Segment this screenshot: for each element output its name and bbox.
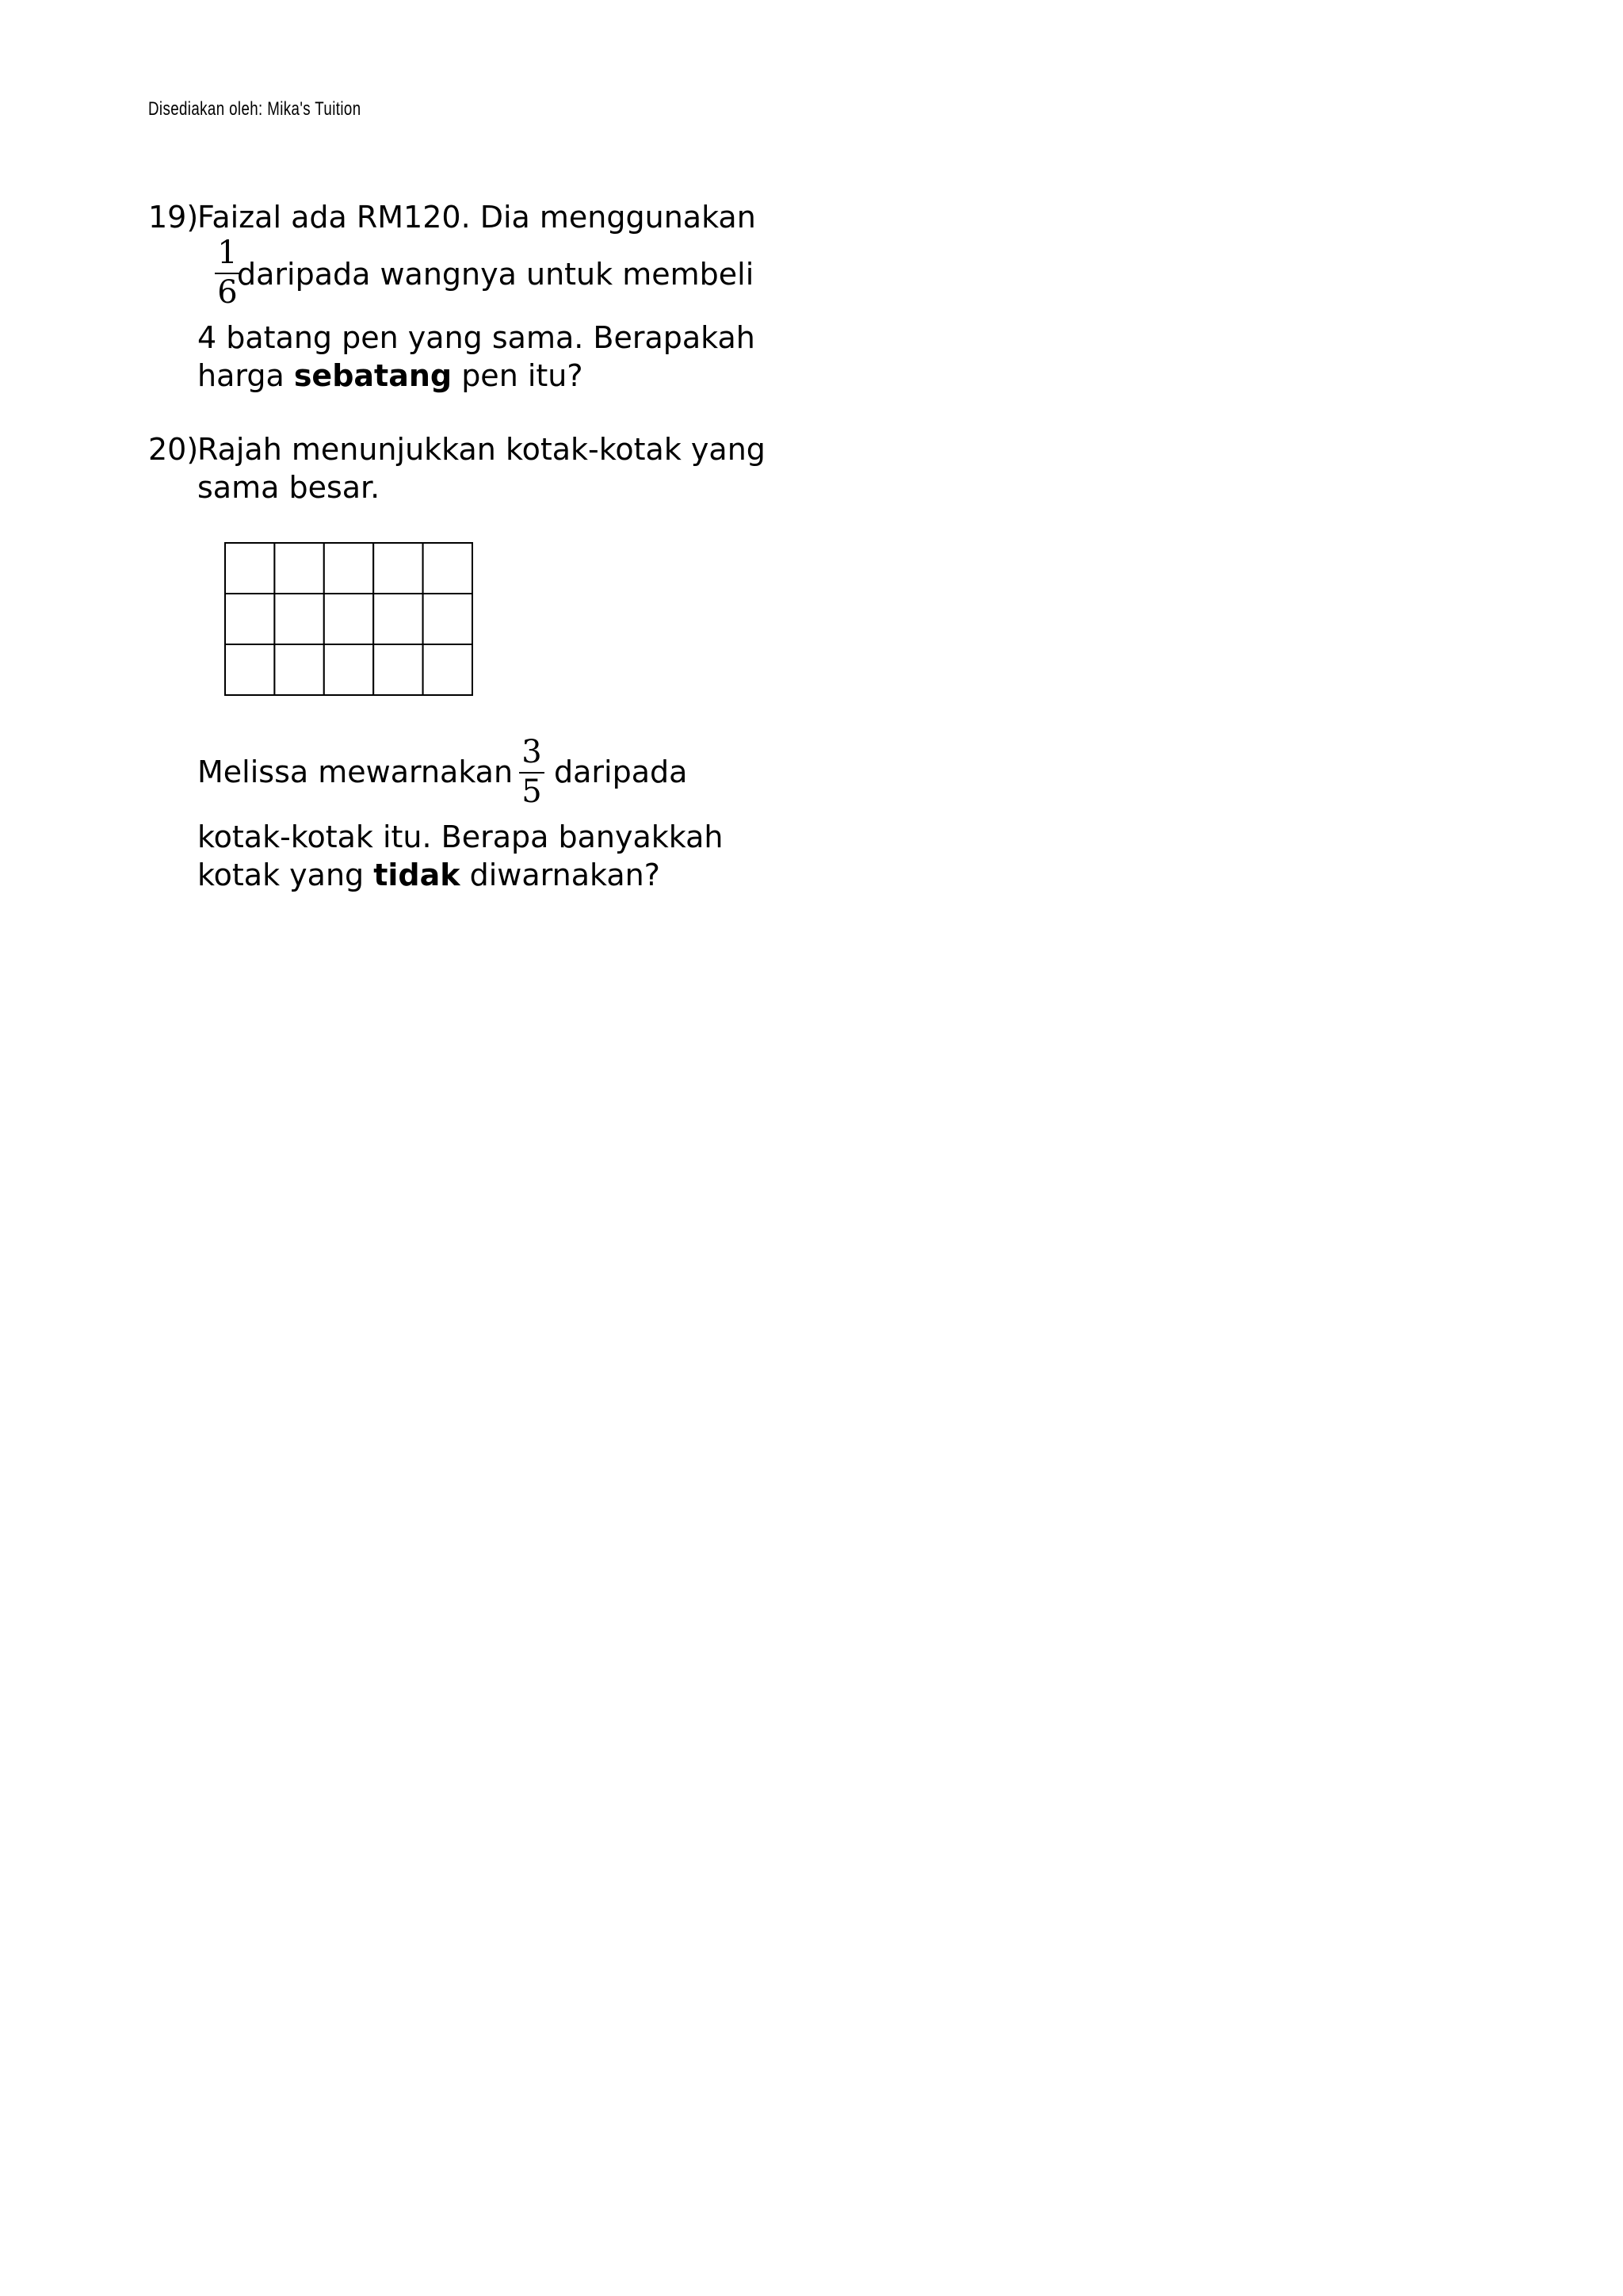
grid-box (324, 543, 373, 594)
grid-box (225, 543, 274, 594)
grid-box (274, 543, 323, 594)
question-text-line (197, 856, 660, 894)
prepared-by-header: Disediakan oleh: Mika's Tuition (148, 98, 361, 120)
question-text-line: kotak-kotak itu. Berapa banyakkah (197, 819, 724, 854)
bold-keyword: sebatang (293, 358, 453, 393)
question-text-line: Rajah menunjukkan kotak-kotak yang (197, 432, 766, 467)
grid-box (373, 644, 422, 695)
grid-box (373, 594, 422, 644)
text-segment: kotak yang (197, 858, 374, 892)
question-number: 20) (148, 432, 199, 467)
fraction-denominator: 6 (217, 274, 238, 311)
text-segment: pen itu? (452, 358, 583, 393)
fraction-denominator: 5 (521, 774, 542, 810)
grid-box (324, 594, 373, 644)
text-segment: harga (197, 358, 294, 393)
bold-keyword: tidak (373, 858, 460, 892)
question-text-line: sama besar. (197, 470, 380, 505)
grid-box (274, 594, 323, 644)
grid-box (423, 644, 472, 695)
text-segment: diwarnakan? (460, 858, 660, 892)
box-grid-diagram (223, 541, 474, 697)
grid-box (324, 644, 373, 695)
question-text-line: daripada (554, 755, 688, 789)
grid-box (225, 644, 274, 695)
question-text-line: Melissa mewarnakan (197, 755, 514, 789)
fraction-numerator: 3 (521, 734, 542, 770)
grid-box (423, 594, 472, 644)
grid-box (274, 644, 323, 695)
grid-box (225, 594, 274, 644)
box-grid (223, 541, 474, 697)
question-text-line: daripada wangnya untuk membeli (237, 257, 754, 292)
question-text-line: 4 batang pen yang sama. Berapakah (197, 320, 755, 355)
fraction-numerator: 1 (217, 235, 238, 271)
question-text-line: Faizal ada RM120. Dia menggunakan (197, 200, 756, 235)
grid-box (373, 543, 422, 594)
question-text-line (197, 357, 583, 395)
grid-box (423, 543, 472, 594)
question-number: 19) (148, 200, 199, 235)
